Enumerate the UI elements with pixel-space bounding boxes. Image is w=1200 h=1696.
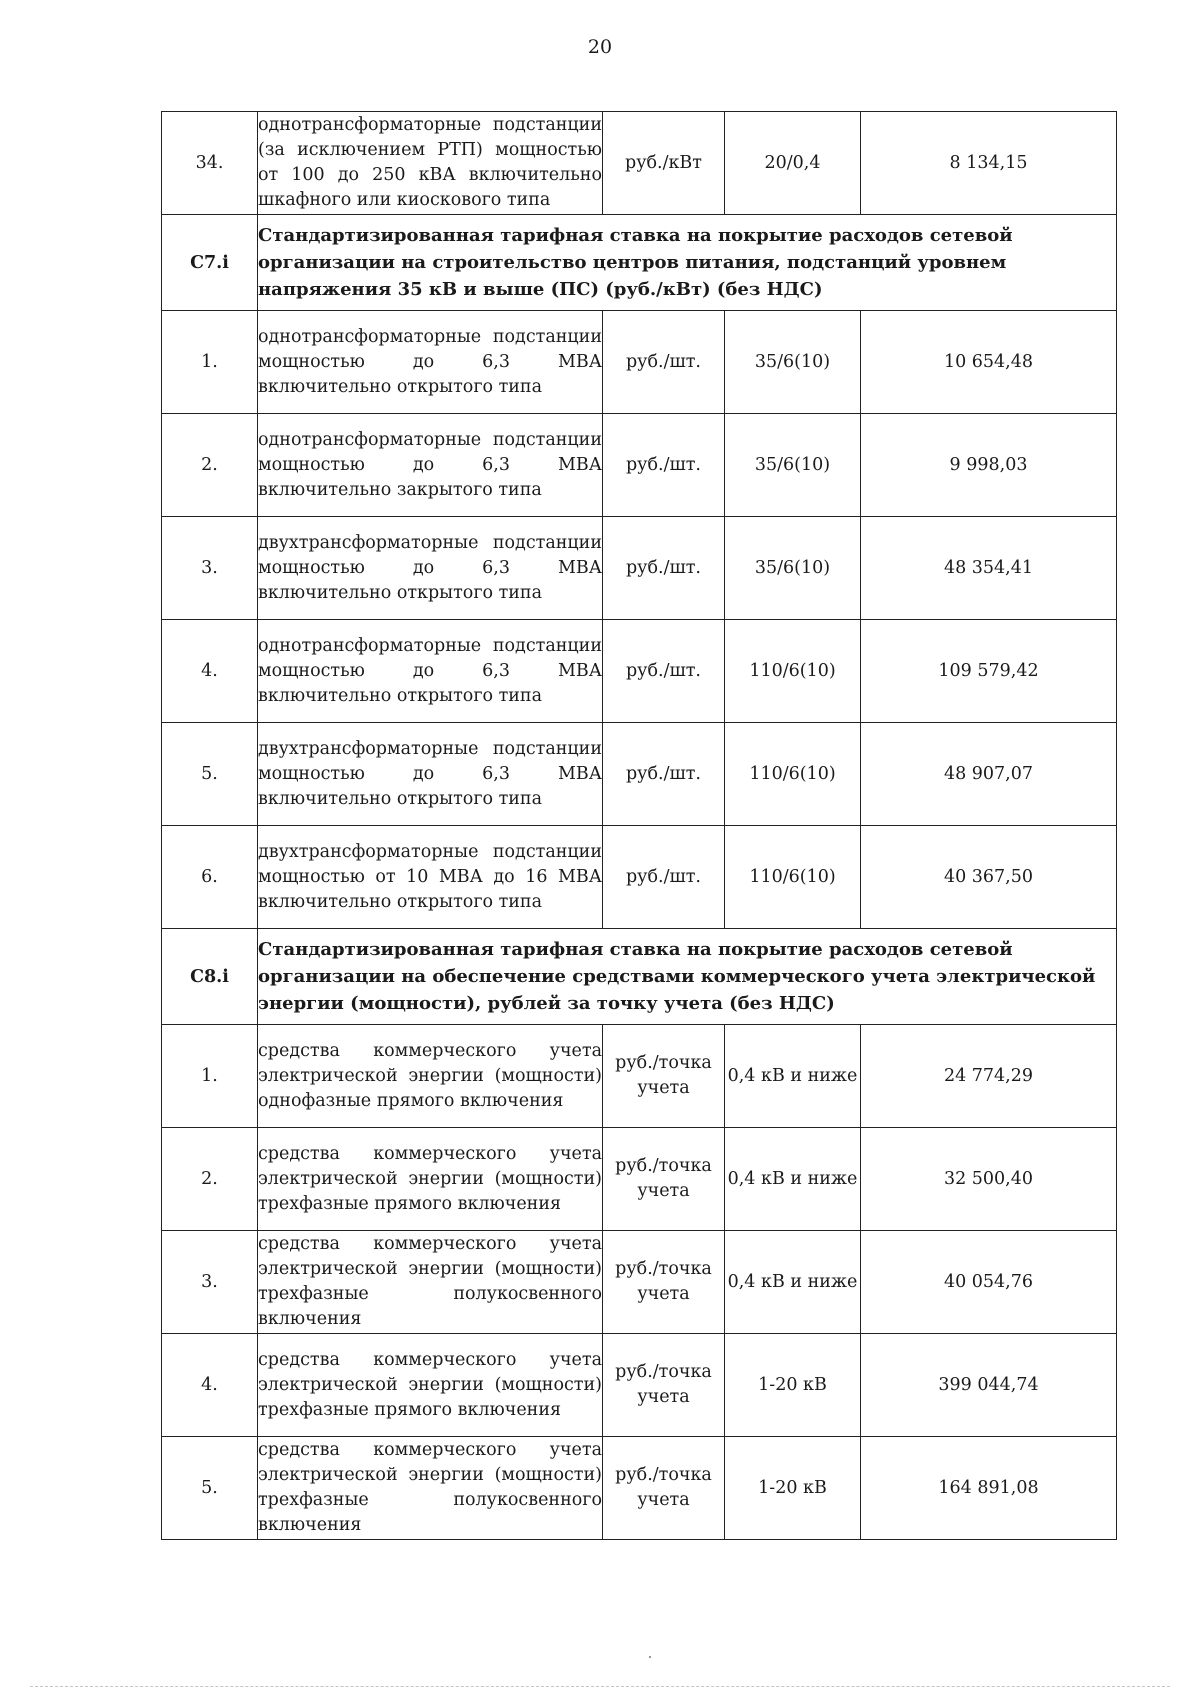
row-description: двухтрансформаторные подстанции мощностью от 10 МВА до 16 МВА включительно открытого типа — [258, 826, 603, 929]
row-unit: руб./шт. — [603, 414, 725, 517]
row-description: однотрансформаторные подстанции мощностью до 6,3 МВА включительно открытого типа — [258, 620, 603, 723]
row-number: 6. — [162, 826, 258, 929]
row-value: 399 044,74 — [861, 1334, 1117, 1437]
row-unit: руб./точка учета — [603, 1025, 725, 1128]
row-voltage: 20/0,4 — [725, 112, 861, 215]
row-unit: руб./точка учета — [603, 1334, 725, 1437]
row-value: 40 367,50 — [861, 826, 1117, 929]
row-value: 10 654,48 — [861, 311, 1117, 414]
row-description: средства коммерческого учета электрической энергии (мощности) трехфазные полукосвенного включения — [258, 1437, 603, 1540]
row-voltage: 110/6(10) — [725, 620, 861, 723]
table-row — [162, 826, 1117, 929]
row-value: 32 500,40 — [861, 1128, 1117, 1231]
row-unit: руб./кВт — [603, 112, 725, 215]
row-unit: руб./шт. — [603, 620, 725, 723]
row-voltage: 1-20 кВ — [725, 1334, 861, 1437]
row-description: однотрансформаторные подстанции мощностью до 6,3 МВА включительно открытого типа — [258, 311, 603, 414]
row-number: 3. — [162, 1231, 258, 1334]
row-unit: руб./шт. — [603, 826, 725, 929]
row-number: 1. — [162, 1025, 258, 1128]
row-description: средства коммерческого учета электрической энергии (мощности) трехфазные прямого включения — [258, 1128, 603, 1231]
row-voltage: 0,4 кВ и ниже — [725, 1025, 861, 1128]
row-voltage: 0,4 кВ и ниже — [725, 1231, 861, 1334]
row-voltage: 35/6(10) — [725, 414, 861, 517]
row-description: средства коммерческого учета электрической энергии (мощности) трехфазные полукосвенного включения — [258, 1231, 603, 1334]
row-voltage: 35/6(10) — [725, 517, 861, 620]
row-number: 3. — [162, 517, 258, 620]
table-row — [162, 112, 1117, 215]
section-header-row — [162, 215, 1117, 311]
section-header-row — [162, 929, 1117, 1025]
row-value: 24 774,29 — [861, 1025, 1117, 1128]
row-description: однотрансформаторные подстанции мощностью до 6,3 МВА включительно закрытого типа — [258, 414, 603, 517]
row-voltage: 35/6(10) — [725, 311, 861, 414]
table-row — [162, 311, 1117, 414]
row-number: 4. — [162, 620, 258, 723]
table-row — [162, 1231, 1117, 1334]
table-row — [162, 1334, 1117, 1437]
row-unit: руб./точка учета — [603, 1437, 725, 1540]
row-description: двухтрансформаторные подстанции мощностью до 6,3 МВА включительно открытого типа — [258, 723, 603, 826]
table-row — [162, 1025, 1117, 1128]
row-unit: руб./точка учета — [603, 1128, 725, 1231]
row-value: 8 134,15 — [861, 112, 1117, 215]
table-row — [162, 1128, 1117, 1231]
table-row — [162, 1437, 1117, 1540]
row-value: 109 579,42 — [861, 620, 1117, 723]
scan-artifact-dot — [649, 1656, 651, 1658]
row-number: 2. — [162, 414, 258, 517]
row-number: 1. — [162, 311, 258, 414]
row-value: 48 907,07 — [861, 723, 1117, 826]
row-value: 48 354,41 — [861, 517, 1117, 620]
row-value: 40 054,76 — [861, 1231, 1117, 1334]
section-code: С7.i — [162, 215, 258, 311]
row-description: средства коммерческого учета электрической энергии (мощности) трехфазные прямого включения — [258, 1334, 603, 1437]
section-title: Стандартизированная тарифная ставка на покрытие расходов сетевой организации на строительство центров питания, подстанций уровнем напряжения 35 кВ и выше (ПС) (руб./кВт) (без НДС) — [258, 215, 1117, 311]
row-voltage: 110/6(10) — [725, 826, 861, 929]
row-number: 5. — [162, 723, 258, 826]
row-number: 5. — [162, 1437, 258, 1540]
section-title: Стандартизированная тарифная ставка на покрытие расходов сетевой организации на обеспечение средствами коммерческого учета электрической энергии (мощности), рублей за точку учета (без НДС) — [258, 929, 1117, 1025]
row-description: средства коммерческого учета электрической энергии (мощности) однофазные прямого включения — [258, 1025, 603, 1128]
tariff-rates-table — [161, 111, 1117, 1540]
row-unit: руб./шт. — [603, 723, 725, 826]
row-number: 4. — [162, 1334, 258, 1437]
row-voltage: 1-20 кВ — [725, 1437, 861, 1540]
row-description: двухтрансформаторные подстанции мощностью до 6,3 МВА включительно открытого типа — [258, 517, 603, 620]
scan-artifact-line — [30, 1686, 1170, 1687]
row-unit: руб./точка учета — [603, 1231, 725, 1334]
table-row — [162, 723, 1117, 826]
row-number: 34. — [162, 112, 258, 215]
row-value: 164 891,08 — [861, 1437, 1117, 1540]
row-number: 2. — [162, 1128, 258, 1231]
table-row — [162, 517, 1117, 620]
table-row — [162, 620, 1117, 723]
row-value: 9 998,03 — [861, 414, 1117, 517]
row-voltage: 110/6(10) — [725, 723, 861, 826]
row-unit: руб./шт. — [603, 517, 725, 620]
table-row — [162, 414, 1117, 517]
row-description: однотрансформаторные подстанции (за исключением РТП) мощностью от 100 до 250 кВА включительно шкафного или киоскового типа — [258, 112, 603, 215]
row-voltage: 0,4 кВ и ниже — [725, 1128, 861, 1231]
section-code: С8.i — [162, 929, 258, 1025]
page-number: 20 — [587, 36, 613, 58]
row-unit: руб./шт. — [603, 311, 725, 414]
